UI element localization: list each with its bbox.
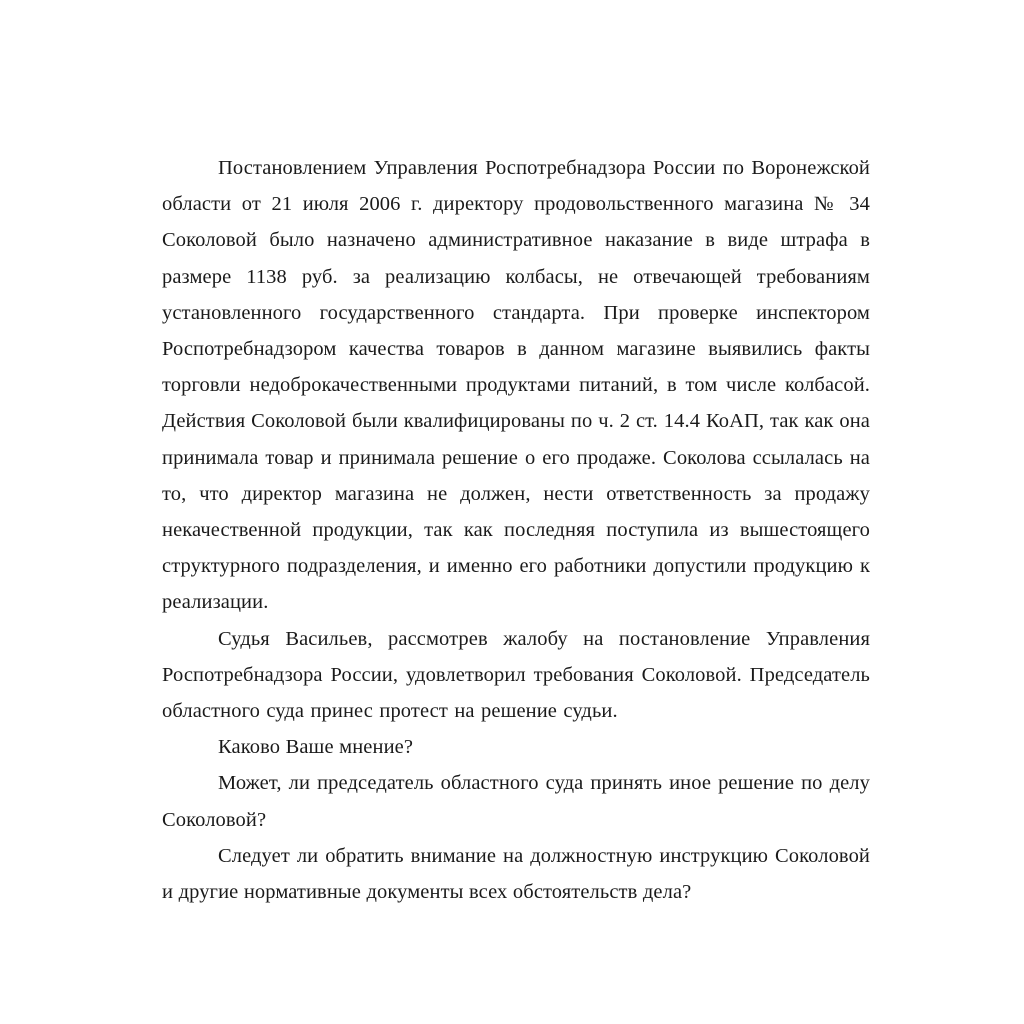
paragraph-court-decision: Судья Васильев, рассмотрев жалобу на постановление Управления Роспотребнадзора России, удовлетворил требования Соколовой. Председатель областного суда принес протест на решение судьи. (162, 627, 870, 723)
paragraph-question-instruction: Следует ли обратить внимание на должностную инструкцию Соколовой и другие нормативные документы всех обстоятельств дела? (162, 844, 870, 904)
paragraph-question-chairman: Может, ли председатель областного суда принять иное решение по делу Соколовой? (162, 772, 870, 831)
paragraph-question-opinion: Каково Ваше мнение? (218, 736, 414, 759)
document-text-column (162, 150, 870, 910)
paragraph-case-facts: Постановлением Управления Роспотребнадзора России по Воронежской области от 21 июля 2006 г. директору продовольственного магазина № 34 Соколовой было назначено административное наказание в виде штрафа в размере 1138 руб. за реализацию колбасы, не отвечающей требованиям установленного государственного стандарта. При проверке инспектором Роспотребнадзором качества товаров в данном магазине выявились факты торговли недоброкачественными продуктами питаний, в том числе колбасой. Действия Соколовой были квалифицированы по ч. 2 ст. 14.4 КоАП, так как она принимала товар и принимала решение о его продаже. Соколова ссылалась на то, что директор магазина не должен, нести ответственность за продажу некачественной продукции, так как последняя поступила из вышестоящего структурного подразделения, и именно его работники допустили продукцию к реализации. (162, 157, 870, 614)
